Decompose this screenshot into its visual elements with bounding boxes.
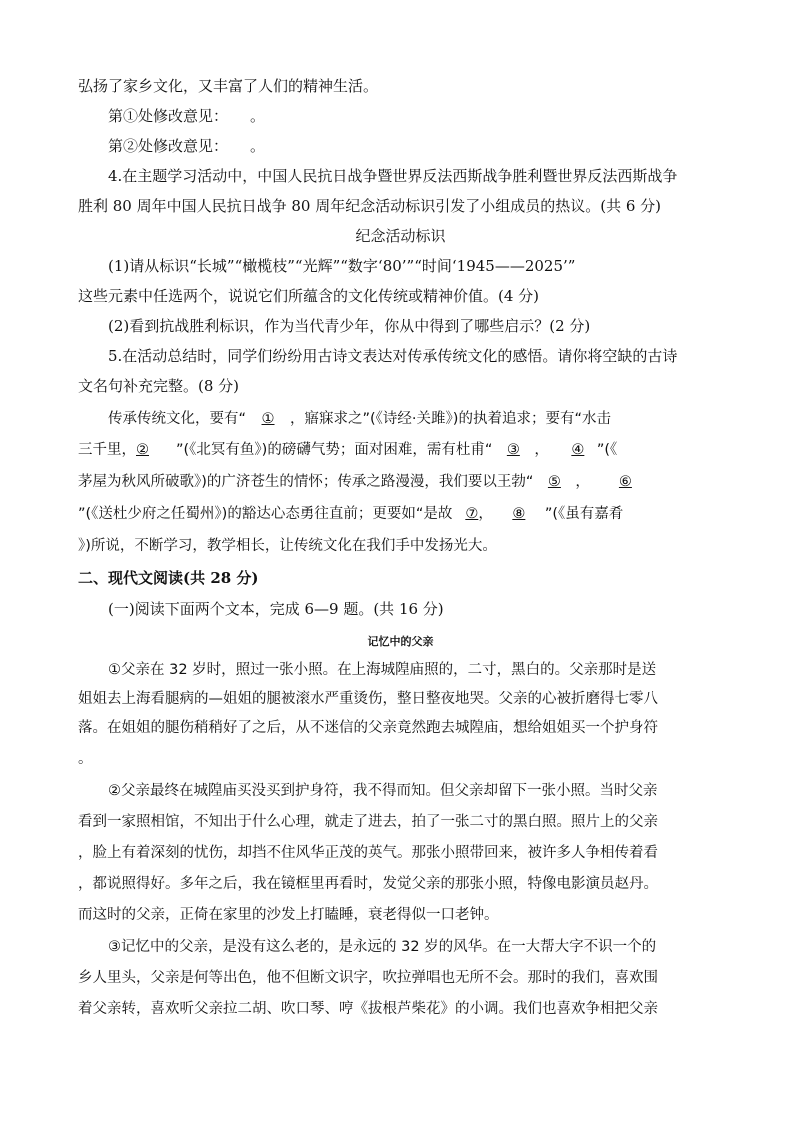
- article-paragraph-line: 着父亲转，喜欢听父亲拉二胡、吹口琴、哼《拔根芦柴花》的小调。我们也喜欢争相把父亲: [78, 1001, 658, 1017]
- logo-caption: 纪念活动标识: [355, 227, 446, 245]
- text-line: 弘扬了家乡文化，又丰富了人们的精神生活。: [78, 77, 379, 95]
- question-4-line: 胜利 80 周年中国人民抗日战争 80 周年纪念活动标识引发了小组成员的热议。(共 6 分): [78, 197, 662, 215]
- blank-6[interactable]: ⑥: [618, 474, 632, 490]
- revision-end-1: 。: [250, 107, 266, 125]
- blank-5[interactable]: ⑤: [547, 474, 561, 490]
- section-heading: 二、现代文阅读(共 28 分): [78, 569, 259, 587]
- article-paragraph-line: 落。在姐姐的腿伤稍稍好了之后，从不迷信的父亲竟然跑去城隍庙，想给姐姐买一个护身符: [78, 720, 658, 736]
- article-paragraph-line: ，都说照得好。多年之后，我在镜框里再看时，发觉父亲的那张小照，特像电影演员赵丹。: [78, 876, 658, 892]
- fill-blank-line: 》)所说，不断学习，教学相长，让传统文化在我们手中发扬光大。: [78, 538, 497, 554]
- revision-line-2: [108, 136, 723, 156]
- article-paragraph-line: ，脸上有着深刻的忧伤，却挡不住风华正茂的英气。那张小照带回来，被许多人争相传着看: [78, 845, 658, 861]
- text-span: ，: [478, 506, 493, 522]
- text-span: ，寤寐求之”(《诗经·关雎》)的执着追求；要有“水击: [290, 411, 611, 427]
- revision-label-2: 第②处修改意见：: [108, 137, 229, 155]
- fill-blank-line: [78, 472, 723, 492]
- article-paragraph-line: ③记忆中的父亲，是没有这么老的，是永远的 32 岁的风华。在一大帮大字不识一个的: [108, 939, 657, 955]
- text-span: ，: [534, 442, 549, 458]
- fill-blank-line: [108, 409, 723, 429]
- text-span: ”(《送杜少府之任蜀州》)的豁达心态勇往直前；更要如“是故: [78, 506, 453, 522]
- question-4-1: (1)请从标识“长城”“橄榄枝”“光辉”“数字‘80’”“时间‘1945——2025’”: [108, 257, 576, 275]
- revision-label-1: 第①处修改意见：: [108, 107, 229, 125]
- section-instruction: (一)阅读下面两个文本，完成 6—9 题。(共 16 分): [108, 600, 444, 618]
- text-span: ”(《虽有嘉肴: [544, 506, 624, 522]
- blank-7[interactable]: ⑦: [465, 506, 479, 522]
- article-paragraph-line: 。: [78, 751, 93, 767]
- article-paragraph-line: 乡人里头，父亲是何等出色，他不但断文识字，吹拉弹唱也无所不会。那时的我们，喜欢围: [78, 970, 658, 986]
- text-span: ”(《北冥有鱼》)的磅礴气势；面对困难，需有杜甫“: [176, 442, 493, 458]
- question-5-line: 文名句补充完整。(8 分): [78, 377, 240, 395]
- blank-8[interactable]: ⑧: [512, 506, 526, 522]
- revision-line-1: [108, 106, 723, 126]
- text-span: ，: [575, 474, 590, 490]
- question-4-2: (2)看到抗战胜利标识，作为当代青少年，你从中得到了哪些启示？(2 分): [108, 317, 591, 335]
- article-paragraph-line: 看到一家照相馆，不知出于什么心理，就走了进去，拍了一张二寸的黑白照。照片上的父亲: [78, 814, 658, 830]
- blank-3[interactable]: ③: [506, 442, 520, 458]
- article-paragraph-line: 姐姐去上海看腿病的—姐姐的腿被滚水严重烫伤，整日整夜地哭。父亲的心被折磨得七零八: [78, 691, 658, 707]
- article-paragraph-line: ②父亲最终在城隍庙买没买到护身符，我不得而知。但父亲却留下一张小照。当时父亲: [108, 783, 658, 799]
- text-span: ”(《: [596, 442, 618, 458]
- article-title: 记忆中的父亲: [367, 635, 434, 648]
- revision-end-2: 。: [250, 137, 266, 155]
- text-span: 茅屋为秋风所破歌》)的广济苍生的情怀；传承之路漫漫，我们要以王勃“: [78, 474, 534, 490]
- fill-blank-line: [78, 440, 723, 460]
- fill-blank-line: [78, 504, 723, 524]
- question-4-1: 这些元素中任选两个，说说它们所蕴含的文化传统或精神价值。(4 分): [78, 287, 540, 305]
- blank-1[interactable]: ①: [261, 411, 275, 427]
- blank-4[interactable]: ④: [571, 442, 585, 458]
- question-5-line: 5.在活动总结时，同学们纷纷用古诗文表达对传承传统文化的感悟。请你将空缺的古诗: [108, 347, 678, 365]
- text-span: 传承传统文化，要有“: [108, 411, 247, 427]
- article-paragraph-line: 而这时的父亲，正倚在家里的沙发上打瞌睡，衰老得似一口老钟。: [78, 907, 499, 923]
- blank-2[interactable]: ②: [136, 442, 149, 458]
- article-paragraph-line: ①父亲在 32 岁时，照过一张小照。在上海城隍庙照的，二寸，黑白的。父亲那时是送: [108, 662, 657, 678]
- text-span: 三千里，: [78, 442, 136, 458]
- question-4-line: 4.在主题学习活动中，中国人民抗日战争暨世界反法西斯战争胜利暨世界反法西斯战争: [108, 167, 678, 185]
